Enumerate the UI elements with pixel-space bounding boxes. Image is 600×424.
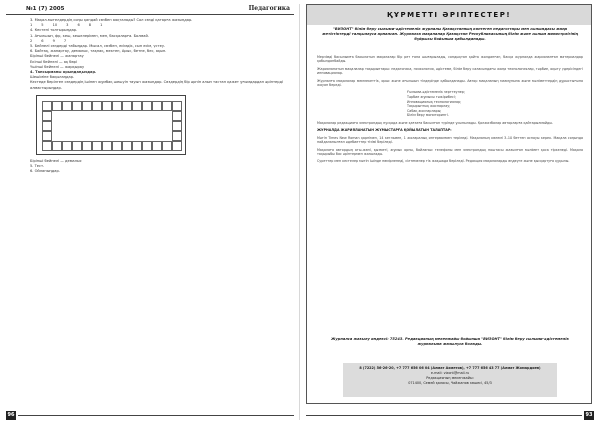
list-item: Білім беру мониторингі.: [407, 113, 449, 118]
answer-line: 6. Ойланыңдар.: [30, 169, 60, 174]
text-line: Үшінші бейнелі — жарқырау: [30, 64, 85, 69]
announcement-frame: [306, 4, 592, 404]
intro-text: "ВИЗОНТ" білім беру ғылыми-әдістемелік журналы Қазақстанның көптеген педагогтары мен ғылымдағы жаңа жетістіктерді талқылауға арналған. Журналға мақалалар Қазақстан Республикасының білім және ғылым министрлігінің бұйрығы бойынша қабылданады.: [322, 27, 578, 41]
number: 8: [88, 23, 92, 28]
page-number-left: 96: [7, 412, 15, 418]
announcement-title: ҚҰРМЕТТІ ӘРІПТЕСТЕР!: [307, 5, 591, 25]
paragraph: Мақалалар редакцияға электрондық нұсқада және қағазға басылған түрінде ұсынылады. Қолжазбалар авторларға қайтарылмайды.: [317, 121, 553, 125]
issue-label: №1 (7) 2005: [26, 6, 65, 12]
page-number-right: 93: [585, 412, 593, 418]
paragraph: Мерзімді басылымға басылатын мақалалар бір рет ғана шығарылады, сондықтан қайта жолданған, басқа журналда жарияланған материалдар қабылданбайды.: [317, 55, 583, 64]
answer-line: 5. Тест.: [30, 164, 45, 169]
text-line: Шешіміне бақылаңдар.: [30, 75, 75, 80]
number: 6: [41, 38, 44, 43]
contact-box: [343, 363, 557, 397]
number: 2: [30, 38, 33, 43]
left-page-body: [30, 18, 294, 174]
list-item: Инновациялық технологиялар;: [407, 99, 462, 104]
footer-rule: [18, 415, 294, 416]
paragraph: Журналға мақалалар мемлекеттік, орыс және ағылшын тілдерінде қабылданады. Автор мақаланың мазмұнына және мәліметтердің дұрыстығына жауап береді.: [317, 78, 583, 88]
contact-email[interactable]: e-mail: vizont@mail.ru: [430, 371, 470, 375]
number: 3: [66, 23, 69, 28]
announcement-body: [317, 55, 583, 167]
number: 1: [100, 23, 103, 28]
task-heading: 4. Тапсырманы орындаңыздар.: [30, 70, 97, 75]
text-line: 6. Байтақ, жанартау, демалыс, тақпақ, мектеп, Арыс, бетпе, бес, ақын.: [30, 49, 167, 54]
left-page-header: [6, 4, 294, 15]
text-line: 1. Ағылшын, фр, кеш, кешелерімен, мен, басқаларға. Болмай.: [30, 33, 149, 38]
crossword-grid: [42, 101, 182, 151]
list-item: Сабақ жоспарлары;: [407, 108, 442, 113]
number: 7: [63, 38, 67, 43]
requirement: Мақалаға автордың аты-жөні, қызметі, жұмыс орны, байланыс телефоны мен электрондық поштасы жазылған мәлімет қоса тіркеледі. Мақала тақырыбы бас әріптермен жазылады.: [317, 147, 583, 157]
answer-line: Бірінші бейнелі — демалыс: [30, 158, 82, 163]
list-item: Ғылыми-әдістемелік зерттеулер;: [407, 90, 465, 95]
list-item: Тақырыптық жоспарлау;: [407, 104, 451, 109]
contact-phones: 8 (7222) 56-26-20, +7 777 656 06 04 (Алмат Ахметов), +7 777 656 43 77 (Алмат Жомардиев): [359, 366, 541, 370]
journal-title: Педагогика: [248, 5, 290, 12]
contact-address: 071400, Семей қаласы, Чайжанов көшесі, 45/3: [408, 381, 492, 385]
subscription-note: Журналға жазылу индексі: 75243. Редакцияның мекенжайы бойынша "ВИЗОНТ" білім беру ғылыми-әдістемелік журналына жазылуға болады.: [331, 337, 569, 346]
number: 10: [52, 23, 58, 28]
requirement: Суреттер мен кестелер мәтін ішінде нөмірленеді, сілтемелер тік жақшада беріледі. Редакция мақалаларды өңдеуге және қысқартуға құқылы.: [317, 159, 570, 164]
number: 6: [77, 23, 80, 28]
left-page: [6, 4, 294, 420]
number: 9: [52, 38, 55, 43]
page-fold: [299, 4, 300, 420]
text-line: Бірінші бейнелі — жанартау: [30, 54, 84, 59]
footer-rule: [306, 415, 582, 416]
requirements-heading: ЖУРНАЛДА ЖАРИЯЛАНАТЫН ЖҰМЫСТАРҒА ҚОЙЫЛАТЫН ТАЛАПТАР:: [317, 128, 452, 133]
requirement: Мәтін Times New Roman қарпімен, 14 кегльмен, 1 жоларалық интервалмен теріледі. Мақаланың көлемі 3–10 беттен аспауы керек. Мақала соңында пайдаланылған әдебиеттер тізімі беріледі.: [317, 135, 583, 145]
crossword-box: [36, 95, 186, 155]
section-list: [407, 90, 583, 118]
text-line: 5. Бейнелі сөздерді табыңдар. Мысал, сөзбен, есімдік, сын есім, үстеу.: [30, 44, 166, 49]
paragraph: Жарияланатын мақалалар тақырыптары: педагогика, психология, әдістеме, білім беру саласындағы жаңа технологиялар, тәрбие, оқыту үдерісіндегі инновациялар.: [317, 66, 583, 76]
text-paragraph: Кестеде берілген сөздердің ішінен жұмбақ шешуін тауып жазыңдар. Сөздердің бір әрпін алып тастап қажет ұғымдардан әріптерді алмастырыңдар.: [30, 80, 284, 90]
text-line: Екінші бейнелі — ақ бөрі: [30, 59, 77, 64]
number: 5: [41, 23, 44, 28]
contact-label: Редакцияның мекенжайы:: [426, 376, 474, 380]
list-item: Тәрбие жұмысы тәжірибесі;: [407, 95, 456, 100]
number: 1: [30, 23, 33, 28]
text-line: 4. Кестені толтырыңдар.: [30, 28, 78, 33]
text-line: 3. Мақал-мәтелдердің соңы қандай сөзбен аяқталады? Сол сөзді қатарға жазыңдар.: [30, 18, 193, 22]
right-page: [306, 4, 594, 420]
